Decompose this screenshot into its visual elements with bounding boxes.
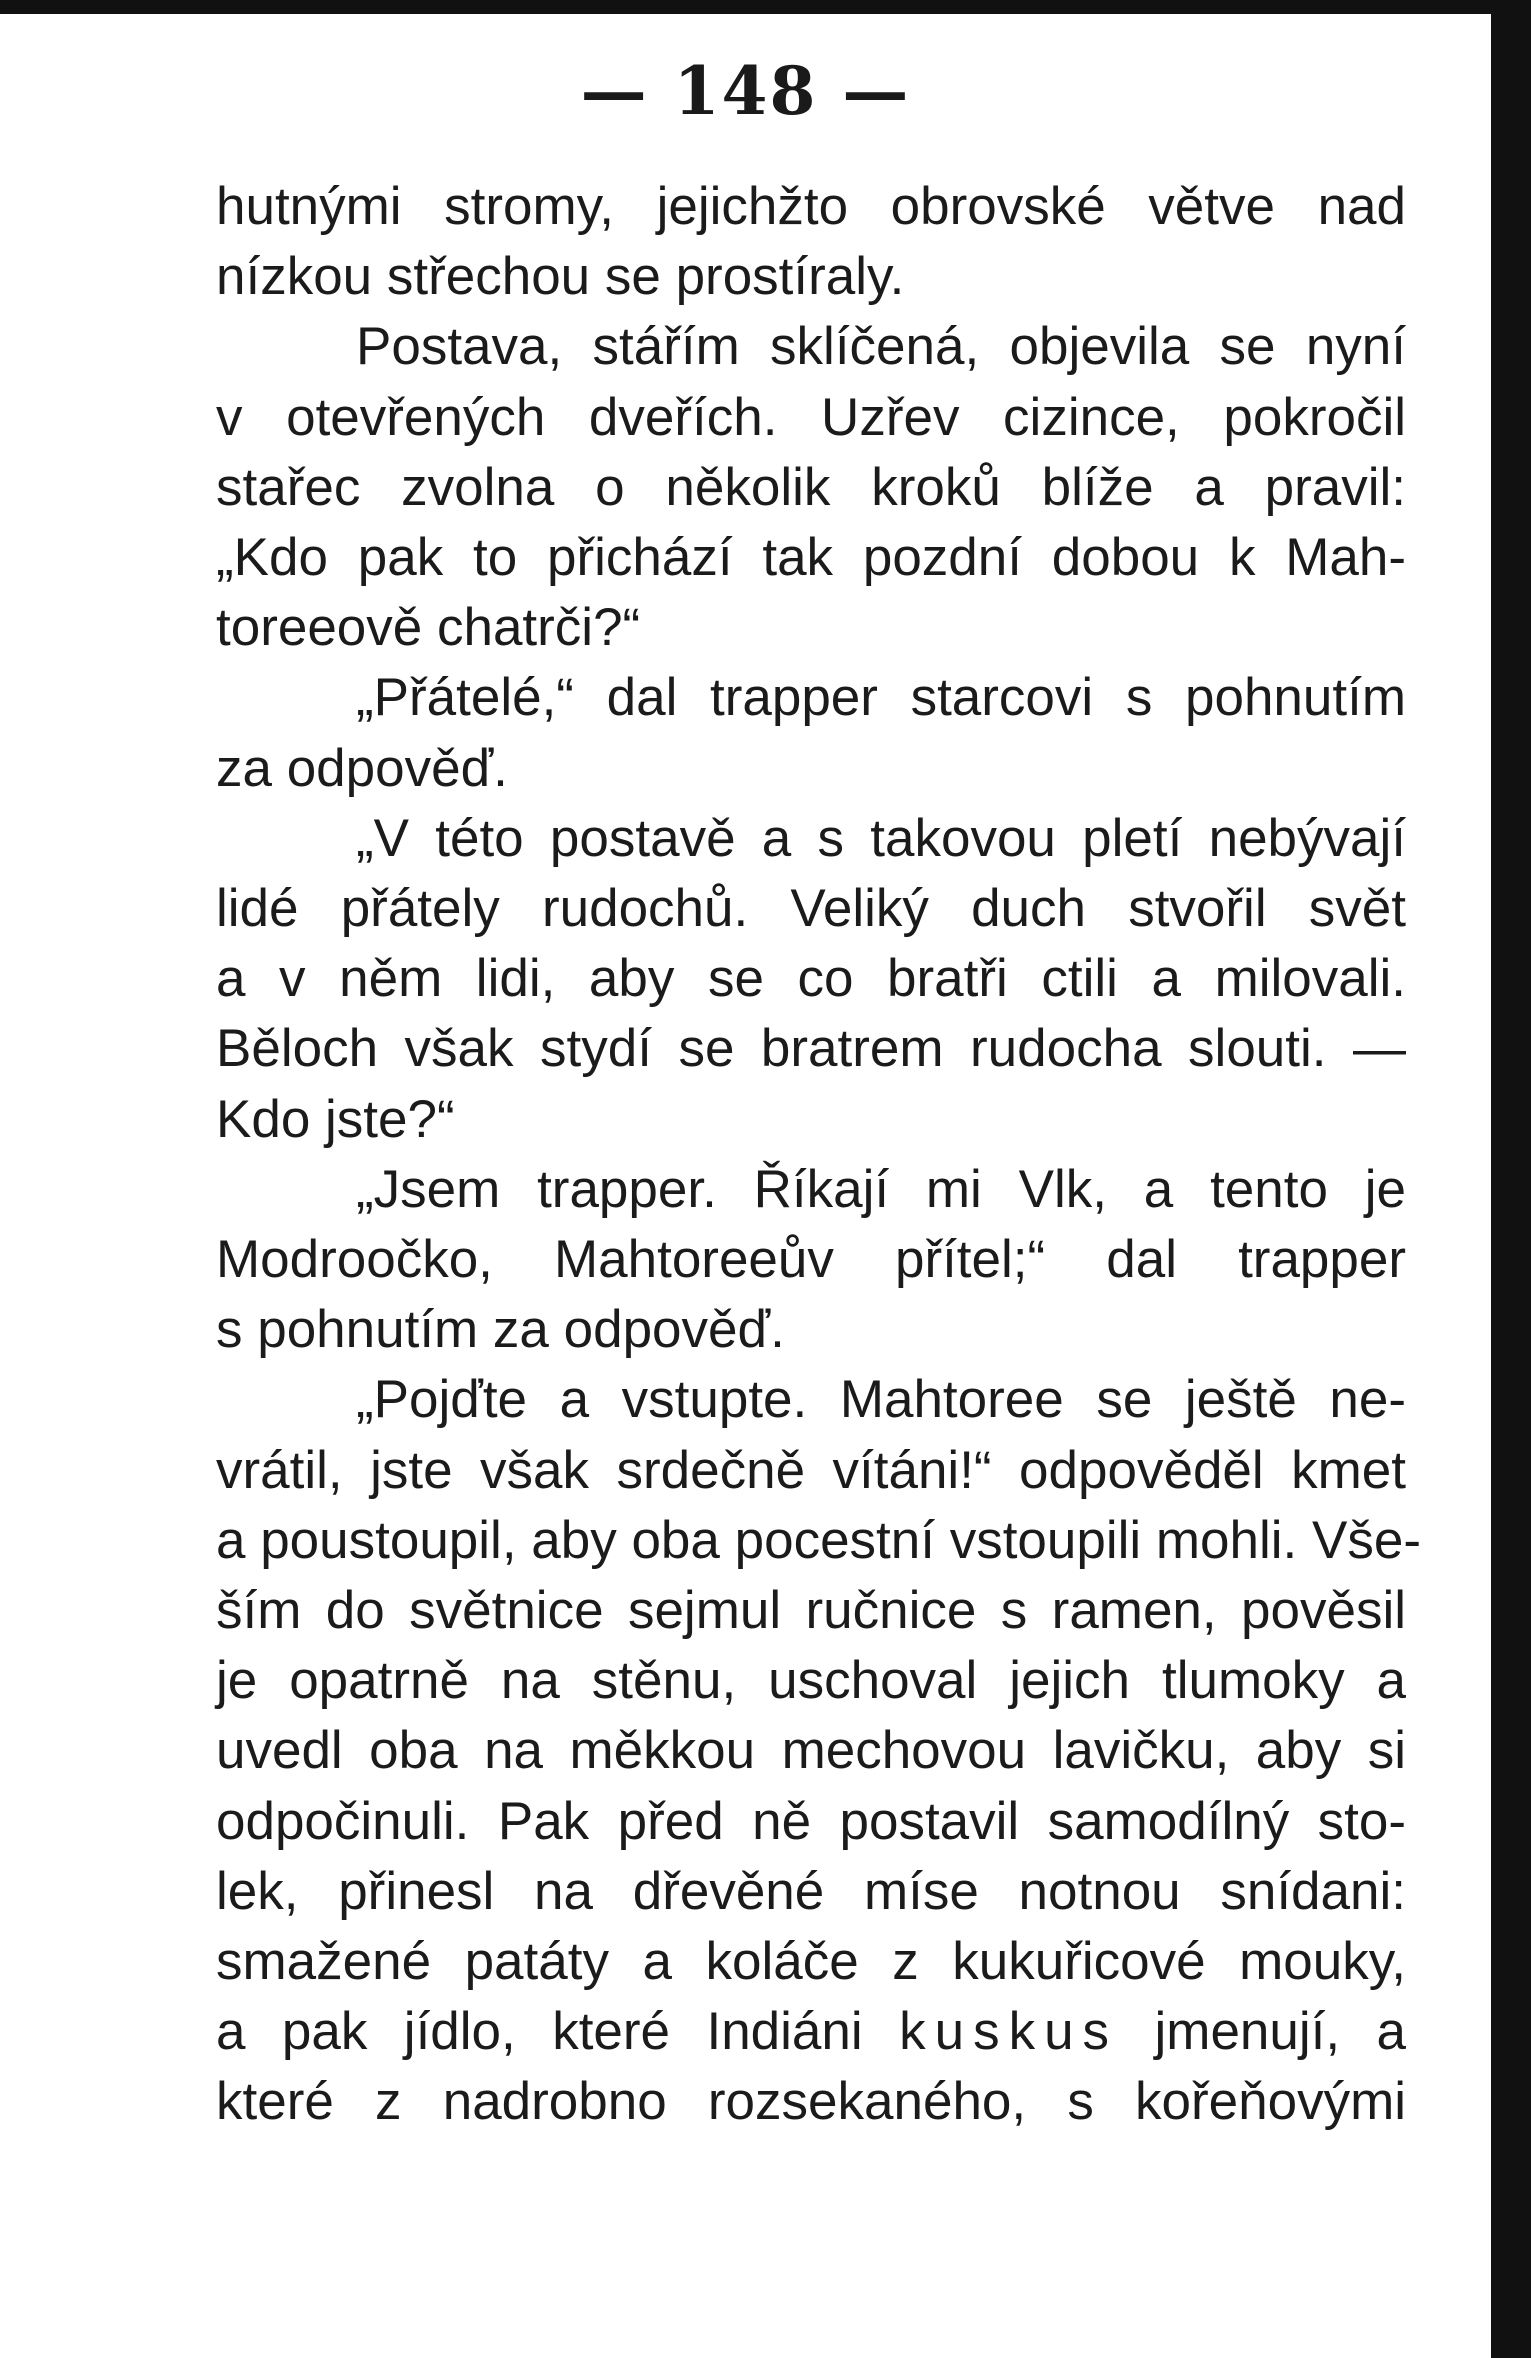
text-line: za odpověď. [216,738,508,798]
text-line: vrátil, jste však srdečně vítáni!“ odpověděl kmet [216,1440,1406,1500]
text-line: lidé přátely rudochů. Veliký duch stvořil svět [216,879,1406,939]
text-line: „V této postavě a s takovou pletí nebývají [356,808,1406,868]
text-line: je opatrně na stěnu, uschoval jejich tlumoky a [216,1651,1406,1711]
text-line: které z nadrobno rozsekaného, s kořeňovými [216,2072,1406,2132]
spaced-word: kuskus [899,2002,1119,2062]
text-segment: a pak jídlo, které Indiáni [216,2002,863,2062]
text-line: s pohnutím za odpověď. [216,1300,785,1360]
text-line: Postava, stářím sklíčená, objevila se nyní [356,317,1406,377]
text-line: Běloch však stydí se bratrem rudocha slouti. — [216,1019,1406,1079]
page-top-edge [0,0,1531,14]
text-line: a v něm lidi, aby se co bratři ctili a milovali. [216,949,1406,1009]
text-line: „Pojďte a vstupte. Mahtoree se ještě ne- [356,1370,1406,1430]
text-line: hutnými stromy, jejichžto obrovské větve nad [216,177,1406,236]
text-line: „Jsem trapper. Říkají mi Vlk, a tento je [356,1159,1406,1219]
text-line: stařec zvolna o několik kroků blíže a pravil: [216,457,1406,517]
text-line: ším do světnice sejmul ručnice s ramen, pověsil [216,1581,1406,1641]
text-line: nízkou střechou se prostíraly. [216,247,905,307]
text-line: Modroočko, Mahtoreeův přítel;“ dal trapper [216,1230,1406,1290]
text-line: toreeově chatrči?“ [216,598,641,658]
text-line: uvedl oba na měkkou mechovou lavičku, aby si [216,1721,1406,1781]
text-line: Kdo jste?“ [216,1089,455,1149]
text-line [216,1997,1406,2067]
text-line: smažené patáty a koláče z kukuřicové mouky, [216,1932,1406,1992]
page-right-edge [1491,0,1531,2358]
text-line: „Kdo pak to přichází tak pozdní dobou k Mah- [216,528,1406,588]
text-line: v otevřených dveřích. Uzřev cizince, pokročil [216,387,1406,447]
page-number: — 148 — [580,52,911,130]
text-segment: jmenují, a [1154,2002,1407,2062]
text-line: „Přátelé,“ dal trapper starcovi s pohnutím [356,668,1406,728]
text-line: lek, přinesl na dřevěné míse notnou snídani: [216,1861,1406,1921]
text-line: a poustoupil, aby oba pocestní vstoupili mohli. Vše- [216,1510,1421,1570]
body-text [216,172,1421,2138]
text-line: odpočinuli. Pak před ně postavil samodílný sto- [216,1791,1406,1851]
